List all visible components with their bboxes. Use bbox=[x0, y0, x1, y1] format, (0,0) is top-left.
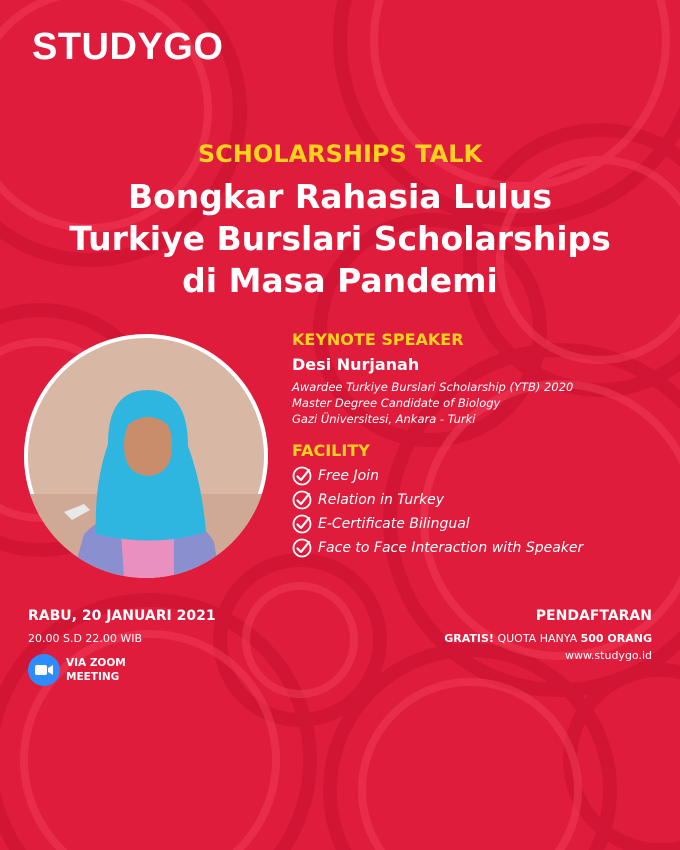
event-date: RABU, 20 JANUARI 2021 bbox=[28, 608, 216, 624]
registration-title: PENDAFTARAN bbox=[535, 608, 652, 624]
quota-prefix: QUOTA HANYA bbox=[497, 632, 578, 645]
zoom-text bbox=[66, 656, 126, 684]
facility-label: FACILITY bbox=[292, 441, 370, 460]
speaker-details bbox=[292, 379, 672, 427]
zoom-camera-icon bbox=[28, 654, 60, 686]
title-line: Bongkar Rahasia Lulus bbox=[127, 177, 553, 216]
facility-item bbox=[292, 488, 672, 512]
speaker-detail-line: Master Degree Candidate of Biology bbox=[292, 396, 501, 410]
zoom-platform bbox=[28, 654, 126, 686]
keynote-speaker-label: KEYNOTE SPEAKER bbox=[292, 330, 464, 349]
speaker-name: Desi Nurjanah bbox=[292, 355, 420, 374]
event-title bbox=[0, 176, 680, 302]
check-circle-icon bbox=[292, 466, 312, 486]
facility-item bbox=[292, 464, 672, 488]
quota-count: 500 ORANG bbox=[580, 632, 652, 645]
logo-text: STUDYGO bbox=[32, 26, 224, 68]
free-label: GRATIS! bbox=[444, 632, 494, 645]
speaker-photo bbox=[24, 334, 268, 578]
facility-item-label: Face to Face Interaction with Speaker bbox=[318, 540, 584, 556]
registration-quota bbox=[444, 632, 652, 645]
zoom-line: VIA ZOOM bbox=[66, 657, 126, 669]
facility-item-label: E-Certificate Bilingual bbox=[318, 516, 470, 532]
event-kicker: SCHOLARSHIPS TALK bbox=[197, 140, 483, 168]
facility-item-label: Free Join bbox=[318, 468, 379, 484]
check-circle-icon bbox=[292, 538, 312, 558]
facility-item-label: Relation in Turkey bbox=[318, 492, 445, 508]
facility-item bbox=[292, 536, 672, 560]
speaker-info bbox=[292, 330, 672, 560]
title-line: Turkiye Burslari Scholarships bbox=[69, 219, 611, 258]
zoom-line: MEETING bbox=[66, 671, 120, 683]
check-circle-icon bbox=[292, 490, 312, 510]
speaker-detail-line: Awardee Turkiye Burslari Scholarship (YTB) 2020 bbox=[292, 380, 574, 394]
event-time: 20.00 S.D 22.00 WIB bbox=[28, 632, 143, 645]
facility-item bbox=[292, 512, 672, 536]
speaker-detail-line: Gazi Üniversitesi, Ankara - Turki bbox=[292, 412, 476, 426]
registration-block bbox=[444, 608, 652, 662]
brand-logo bbox=[32, 26, 223, 69]
website-link[interactable]: www.studygo.id bbox=[564, 649, 652, 662]
title-line: di Masa Pandemi bbox=[182, 261, 498, 300]
facility-list bbox=[292, 464, 672, 560]
check-circle-icon bbox=[292, 514, 312, 534]
